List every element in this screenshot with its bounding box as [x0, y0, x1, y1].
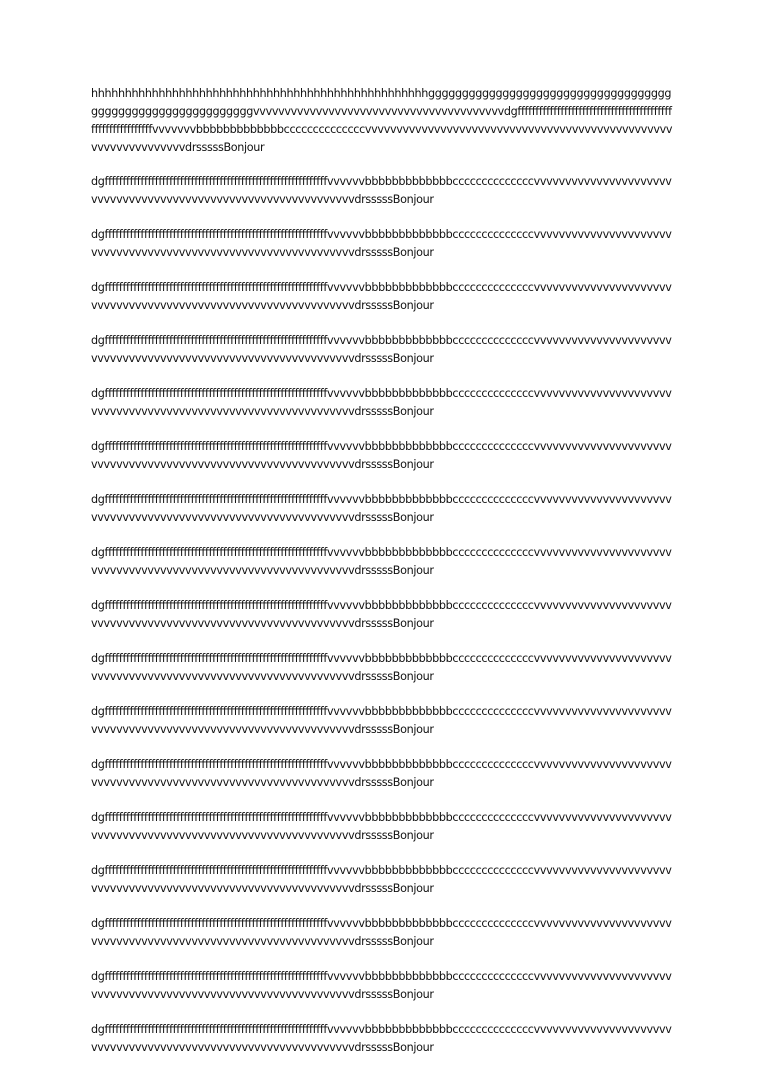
paragraph: dgffffffffffffffffffffffffffffffffffffffffffffffffffffffffffffffvvvvvvbbbbbbbbbbbbbccccccccccccccvvvvvvvvvvvvvvvvvvvvvvvvvvvvvvvvvvvvvvvvvvvvvvvvvvvvvvvvvvvvvvvvdrsssssBonjour [91, 970, 672, 1001]
paragraph: dgffffffffffffffffffffffffffffffffffffffffffffffffffffffffffffffvvvvvvbbbbbbbbbbbbbccccccccccccccvvvvvvvvvvvvvvvvvvvvvvvvvvvvvvvvvvvvvvvvvvvvvvvvvvvvvvvvvvvvvvvvdrsssssBonjour [91, 652, 672, 683]
paragraph: dgffffffffffffffffffffffffffffffffffffffffffffffffffffffffffffffvvvvvvbbbbbbbbbbbbbccccccccccccccvvvvvvvvvvvvvvvvvvvvvvvvvvvvvvvvvvvvvvvvvvvvvvvvvvvvvvvvvvvvvvvvdrsssssBonjour [91, 281, 672, 312]
paragraph: dgffffffffffffffffffffffffffffffffffffffffffffffffffffffffffffffvvvvvvbbbbbbbbbbbbbccccccccccccccvvvvvvvvvvvvvvvvvvvvvvvvvvvvvvvvvvvvvvvvvvvvvvvvvvvvvvvvvvvvvvvvdrsssssBonjour [91, 440, 672, 471]
paragraph: dgffffffffffffffffffffffffffffffffffffffffffffffffffffffffffffffvvvvvvbbbbbbbbbbbbbccccccccccccccvvvvvvvvvvvvvvvvvvvvvvvvvvvvvvvvvvvvvvvvvvvvvvvvvvvvvvvvvvvvvvvvdrsssssBonjour [91, 546, 672, 577]
paragraph: dgffffffffffffffffffffffffffffffffffffffffffffffffffffffffffffffvvvvvvbbbbbbbbbbbbbccccccccccccccvvvvvvvvvvvvvvvvvvvvvvvvvvvvvvvvvvvvvvvvvvvvvvvvvvvvvvvvvvvvvvvvdrsssssBonjour [91, 493, 672, 524]
paragraph: dgffffffffffffffffffffffffffffffffffffffffffffffffffffffffffffffvvvvvvbbbbbbbbbbbbbccccccccccccccvvvvvvvvvvvvvvvvvvvvvvvvvvvvvvvvvvvvvvvvvvvvvvvvvvvvvvvvvvvvvvvvdrsssssBonjour [91, 758, 672, 789]
paragraph: dgffffffffffffffffffffffffffffffffffffffffffffffffffffffffffffffvvvvvvbbbbbbbbbbbbbccccccccccccccvvvvvvvvvvvvvvvvvvvvvvvvvvvvvvvvvvvvvvvvvvvvvvvvvvvvvvvvvvvvvvvvdrsssssBonjour [91, 811, 672, 842]
paragraph: dgffffffffffffffffffffffffffffffffffffffffffffffffffffffffffffffvvvvvvbbbbbbbbbbbbbccccccccccccccvvvvvvvvvvvvvvvvvvvvvvvvvvvvvvvvvvvvvvvvvvvvvvvvvvvvvvvvvvvvvvvvdrsssssBonjour [91, 705, 672, 736]
document-body [91, 85, 691, 1074]
paragraph: dgffffffffffffffffffffffffffffffffffffffffffffffffffffffffffffffvvvvvvbbbbbbbbbbbbbccccccccccccccvvvvvvvvvvvvvvvvvvvvvvvvvvvvvvvvvvvvvvvvvvvvvvvvvvvvvvvvvvvvvvvvdrsssssBonjour [91, 334, 672, 365]
paragraph: dgffffffffffffffffffffffffffffffffffffffffffffffffffffffffffffffvvvvvvbbbbbbbbbbbbbccccccccccccccvvvvvvvvvvvvvvvvvvvvvvvvvvvvvvvvvvvvvvvvvvvvvvvvvvvvvvvvvvvvvvvvdrsssssBonjour [91, 864, 672, 895]
paragraph: dgffffffffffffffffffffffffffffffffffffffffffffffffffffffffffffffvvvvvvbbbbbbbbbbbbbccccccccccccccvvvvvvvvvvvvvvvvvvvvvvvvvvvvvvvvvvvvvvvvvvvvvvvvvvvvvvvvvvvvvvvvdrsssssBonjour [91, 1023, 672, 1054]
paragraph: dgffffffffffffffffffffffffffffffffffffffffffffffffffffffffffffffvvvvvvbbbbbbbbbbbbbccccccccccccccvvvvvvvvvvvvvvvvvvvvvvvvvvvvvvvvvvvvvvvvvvvvvvvvvvvvvvvvvvvvvvvvdrsssssBonjour [91, 917, 672, 948]
paragraph: dgffffffffffffffffffffffffffffffffffffffffffffffffffffffffffffffvvvvvvbbbbbbbbbbbbbccccccccccccccvvvvvvvvvvvvvvvvvvvvvvvvvvvvvvvvvvvvvvvvvvvvvvvvvvvvvvvvvvvvvvvvdrsssssBonjour [91, 387, 672, 418]
paragraph: hhhhhhhhhhhhhhhhhhhhhhhhhhhhhhhhhhhhhhhhhhhhhhhhhhggggggggggggggggggggggggggggggggggggggggggggggggggggggggggggvvvvvvvvvvvvvvvvvvvvvvvvvvvvvvvvvvvvvvvvdgffffffffffffffffffffffffffffffffffffffffffffffffffffffffffffvvvvvvvbbbbbbbbbbbbbccccccccccccccvvvvvvvvvvvvvvvvvvvvvvvvvvvvvvvvvvvvvvvvvvvvvvvvvvvvvvvvvvvvvvvvdrsssssBonjour [91, 87, 673, 154]
paragraph: dgffffffffffffffffffffffffffffffffffffffffffffffffffffffffffffffvvvvvvbbbbbbbbbbbbbccccccccccccccvvvvvvvvvvvvvvvvvvvvvvvvvvvvvvvvvvvvvvvvvvvvvvvvvvvvvvvvvvvvvvvvdrsssssBonjour [91, 175, 672, 206]
paragraph: dgffffffffffffffffffffffffffffffffffffffffffffffffffffffffffffffvvvvvvbbbbbbbbbbbbbccccccccccccccvvvvvvvvvvvvvvvvvvvvvvvvvvvvvvvvvvvvvvvvvvvvvvvvvvvvvvvvvvvvvvvvdrsssssBonjour [91, 599, 672, 630]
paragraph: dgffffffffffffffffffffffffffffffffffffffffffffffffffffffffffffffvvvvvvbbbbbbbbbbbbbccccccccccccccvvvvvvvvvvvvvvvvvvvvvvvvvvvvvvvvvvvvvvvvvvvvvvvvvvvvvvvvvvvvvvvvdrsssssBonjour [91, 228, 672, 259]
